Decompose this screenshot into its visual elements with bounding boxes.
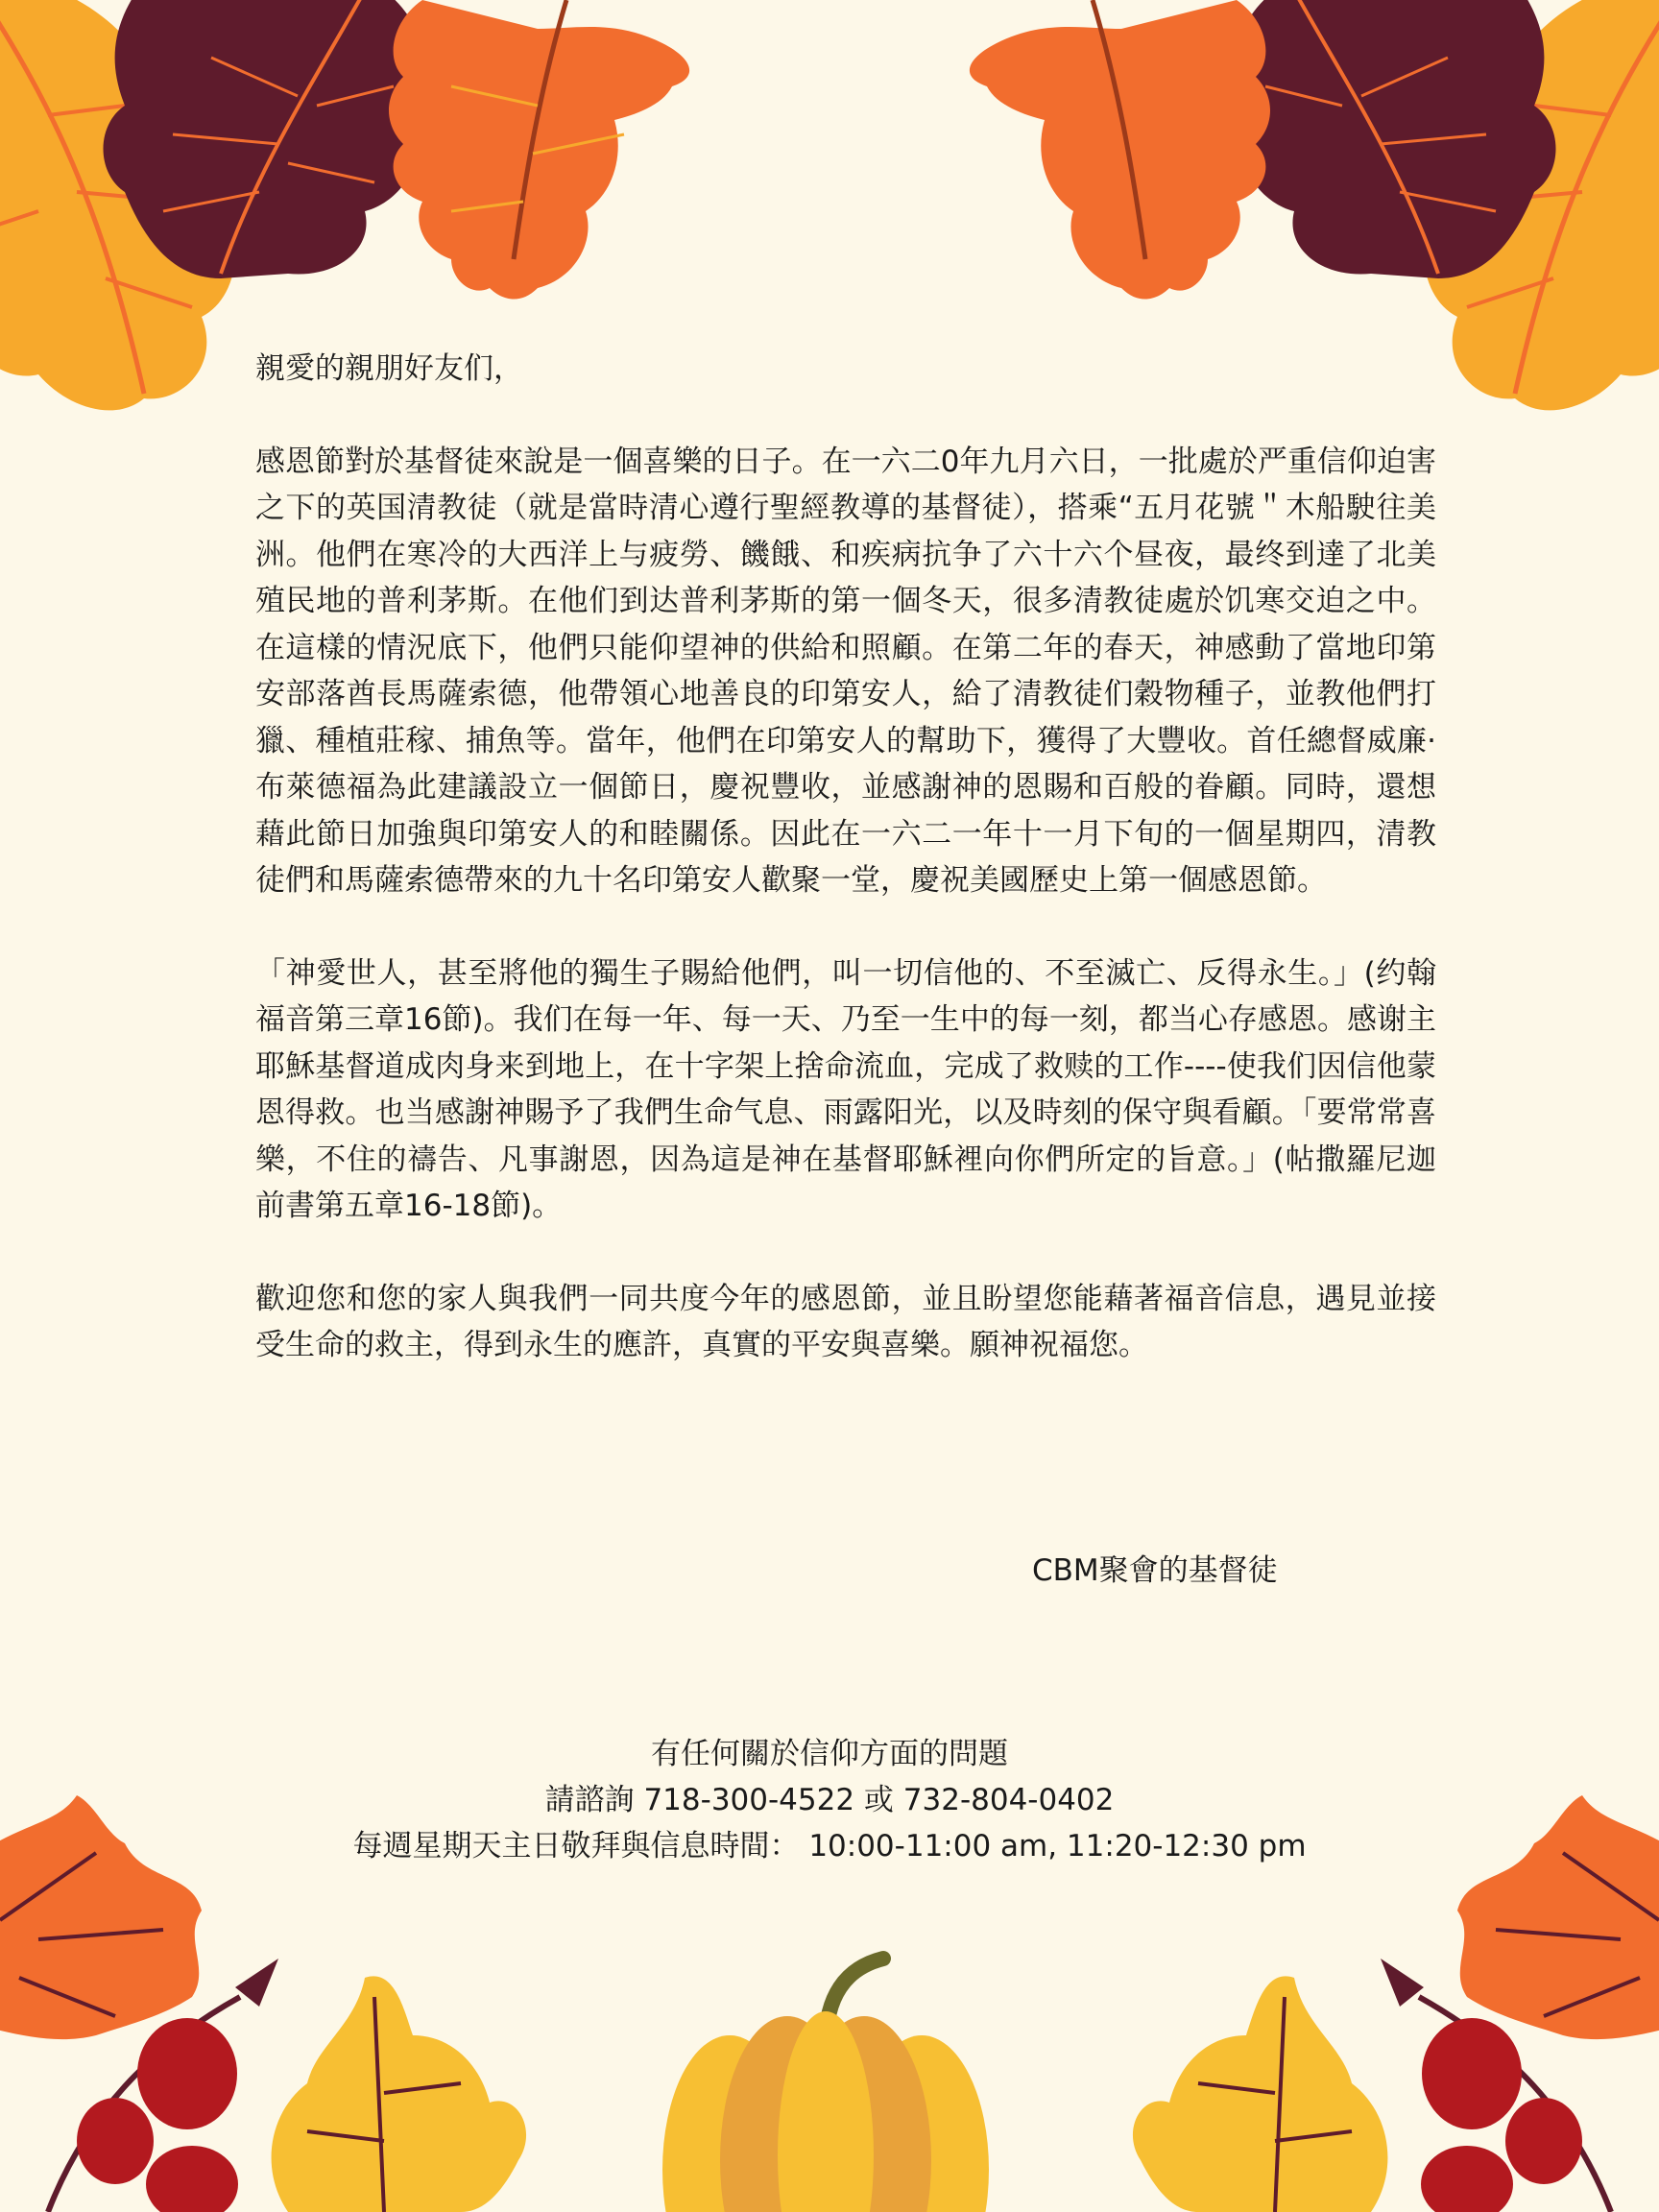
maroon-leaf-icon xyxy=(1233,0,1556,278)
contact-footer xyxy=(0,1731,1659,1869)
signature: CBM聚會的基督徒 xyxy=(1032,1553,1278,1588)
paragraph-history: 感恩節對於基督徒來說是一個喜樂的日子。在一六二0年九月六日，一批處於严重信仰迫害之下的英国清教徒（就是當時清心遵行聖經教導的基督徒），搭乘“五月花號＂木船駛往美洲。他們在寒冷的大西洋上与疲勞、饑餓、和疾病抗争了六十六个昼夜，最终到達了北美殖民地的普利茅斯。在他们到达普利茅斯的第一個冬天，很多清教徒處於饥寒交迫之中。在這樣的情況底下，他們只能仰望神的供給和照顧。在第二年的春天，神感動了當地印第安部落酋長馬薩索德，他帶領心地善良的印第安人，給了清教徒们穀物種子，並教他們打獵、種植莊稼、捕魚等。當年，他們在印第安人的幫助下，獲得了大豐收。首任總督威廉·布萊德福為此建議設立一個節日，慶祝豐收，並感謝神的恩賜和百般的眷顧。同時，還想藉此節日加強與印第安人的和睦關係。因此在一六二一年十一月下旬的一個星期四，清教徒們和馬薩索德帶來的九十名印第安人歡聚一堂，慶祝美國歷史上第一個感恩節。 xyxy=(255,444,1436,898)
yellow-leaf-icon xyxy=(272,1976,526,2212)
letter-body xyxy=(255,346,1436,1415)
paragraph-scripture: 「神愛世人，甚至將他的獨生子賜給他們，叫一切信他的、不至滅亡、反得永生。」(约翰福音第三章16節)。我们在每一年、每一天、乃至一生中的每一刻，都当心存感恩。感谢主耶穌基督道成肉身来到地上，在十字架上捨命流血，完成了救赎的工作----使我们因信他蒙恩得救。也当感謝神賜予了我們生命气息、雨露阳光，以及時刻的保守與看顧。「要常常喜樂，不住的禱告、凡事謝恩，因為這是神在基督耶穌裡向你們所定的旨意。」(帖撒羅尼迦前書第五章16-18節)。 xyxy=(255,955,1436,1223)
footer-question-line: 有任何關於信仰方面的問題 xyxy=(651,1737,1008,1771)
paragraph-invitation: 歡迎您和您的家人與我們一同共度今年的感恩節，並且盼望您能藉著福音信息，遇見並接受生命的救主，得到永生的應許，真實的平安與喜樂。願神祝福您。 xyxy=(255,1281,1436,1362)
berry-icon xyxy=(48,1959,278,2212)
oak-leaf-icon xyxy=(1424,0,1659,410)
footer-service-time-line: 每週星期天主日敬拜與信息時間： 10:00-11:00 am, 11:20-12:30 pm xyxy=(352,1829,1307,1863)
oak-leaf-icon xyxy=(0,0,235,410)
maroon-leaf-icon xyxy=(104,0,427,278)
yellow-leaf-icon xyxy=(1133,1976,1387,2212)
berry-icon xyxy=(1381,1959,1611,2212)
footer-phone-line: 請諮詢 718-300-4522 或 732-804-0402 xyxy=(544,1783,1115,1817)
maple-leaf-icon xyxy=(970,0,1270,300)
maple-leaf-icon xyxy=(389,0,689,300)
greeting: 親愛的親朋好友们， xyxy=(255,351,523,386)
pumpkin-icon xyxy=(662,1959,989,2212)
